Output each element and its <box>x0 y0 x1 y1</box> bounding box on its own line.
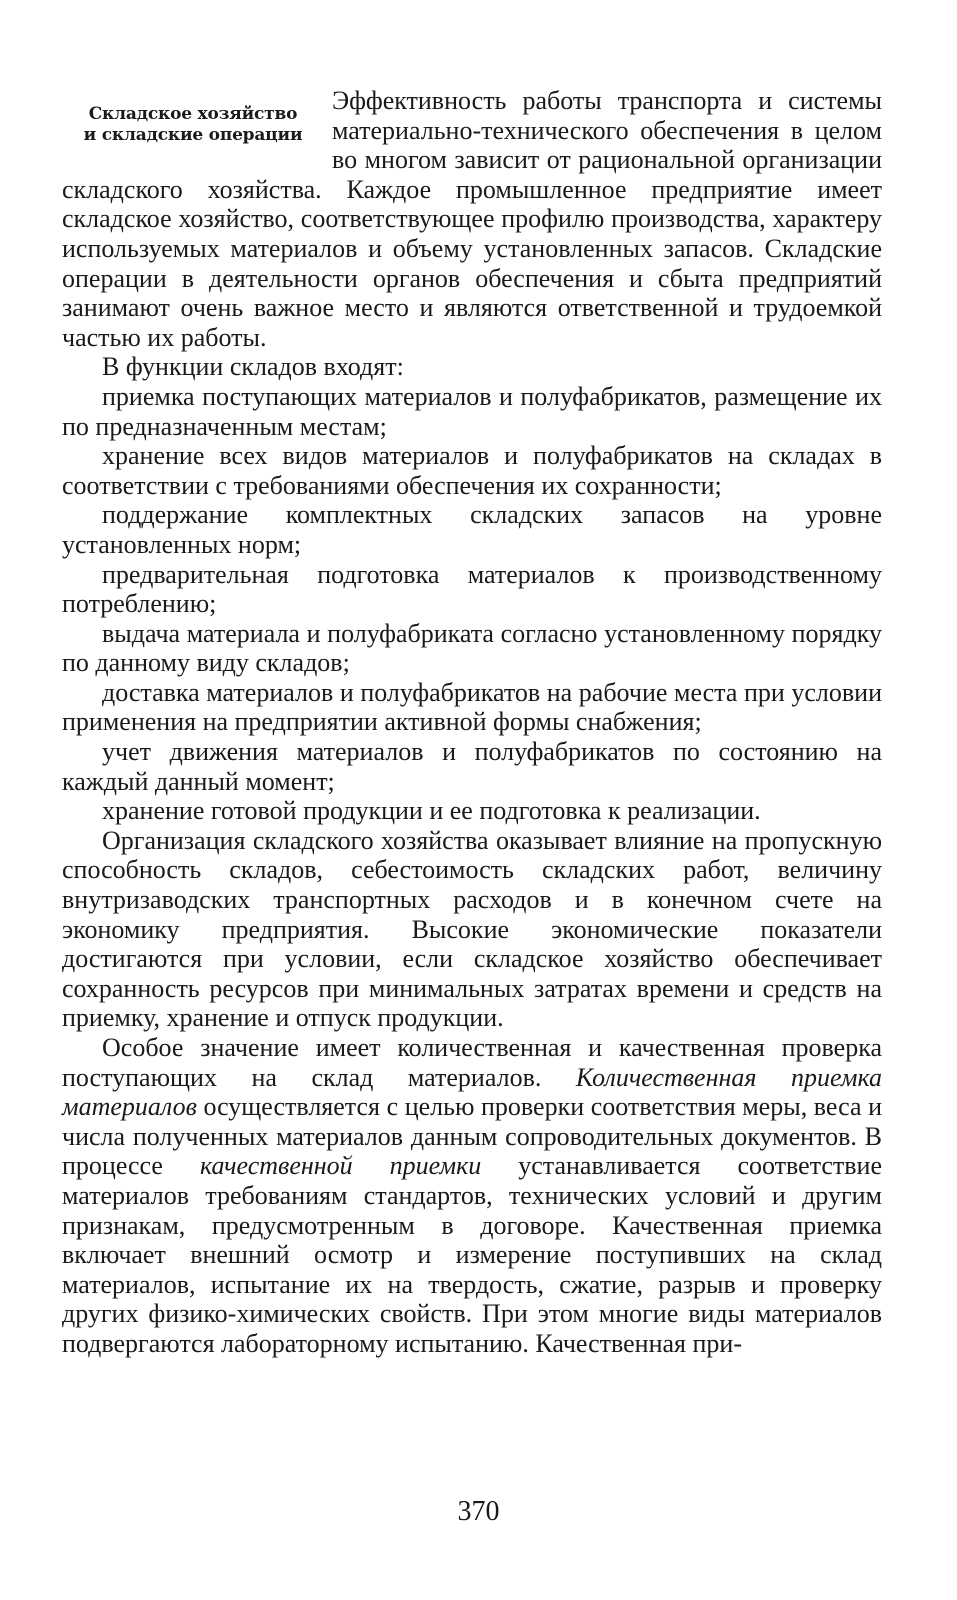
term-qualitative-acceptance: качественной приемки <box>199 1151 482 1181</box>
acceptance-text-1: Особое значение имеет количественная и качественная проверка поступающих на склад материалов. <box>62 1033 882 1092</box>
list-item-storage: хранение всех видов материалов и полуфабрикатов на складах в соответствии с требованиями обеспечения их сохранности; <box>62 441 882 500</box>
paragraph-intro: Эффективность работы транспорта и системы материально-технического обеспечения в целом во многом зависит от рациональной организации складского хозяйства. Каждое промышленное предприятие имеет складское хозяйство, соответствующее профилю производства, характеру используемых материалов и объему установленных запасов. Складские операции в деятельности органов обеспечения и сбыта предприятий занимают очень важное место и являются ответственной и трудоемкой частью их работы. <box>62 86 882 352</box>
paragraph-acceptance <box>62 1033 882 1359</box>
page-number: 370 <box>457 1496 500 1527</box>
margin-heading-line-1: Складское хозяйство <box>88 104 298 124</box>
term-quantitative-acceptance: Количественная приемка материалов <box>62 1062 883 1122</box>
list-item-accounting: учет движения материалов и полуфабрикатов по состоянию на каждый данный момент; <box>62 737 882 796</box>
paragraph-functions-lead: В функции складов входят: <box>102 352 404 382</box>
list-item-preparation: предварительная подготовка материалов к производственному потреблению; <box>62 559 882 619</box>
list-item-delivery: доставка материалов и полуфабрикатов на рабочие места при условии применения на предприятии активной формы снабжения; <box>62 677 882 737</box>
margin-heading-line-2: и складские операции <box>83 125 303 145</box>
list-item-finished-goods: хранение готовой продукции и ее подготовка к реализации. <box>102 796 761 826</box>
body-text <box>62 86 882 1359</box>
margin-heading <box>62 104 324 146</box>
list-item-stock-maintenance: поддержание комплектных складских запасов на уровне установленных норм; <box>62 500 882 559</box>
paragraph-organization: Организация складского хозяйства оказывает влияние на пропускную способность складов, себестоимость складских работ, величину внутризаводских транспортных расходов и в конечном счете на экономику предприятия. Высокие экономические показатели достигаются при условии, если складское хозяйство обеспечивает сохранность ресурсов при минимальных затратах времени и средств на приемку, хранение и отпуск продукции. <box>62 825 882 1033</box>
list-item-issue: выдача материала и полуфабриката согласно установленному порядку по данному виду складов; <box>62 618 882 678</box>
list-item-receiving: приемка поступающих материалов и полуфабрикатов, размещение их по предназначенным местам; <box>62 381 882 441</box>
acceptance-text-2: осуществляется с целью проверки соответствия меры, веса и числа полученных материалов данным сопроводительных документов. В процессе <box>62 1092 882 1181</box>
acceptance-text-3: устанавливается соответствие материалов требованиям стандартов, технических условий и другим признакам, предусмотренным в договоре. Качественная приемка включает внешний осмотр и измерение поступивших на склад материалов, испытание их на твердость, сжатие, разрыв и проверку других физико-химических свойств. При этом многие виды материалов подвергаются лабораторному испытанию. Качественная при- <box>62 1151 883 1358</box>
